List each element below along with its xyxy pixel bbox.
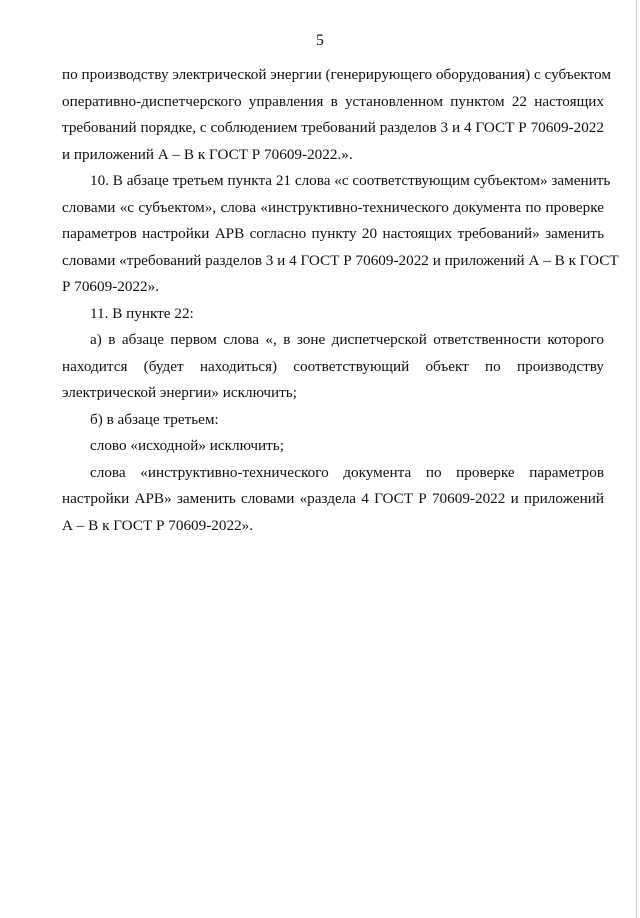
text-line: настройки АРВ» заменить словами «раздела 4 ГОСТ Р 70609-2022 и приложений bbox=[62, 490, 604, 507]
document-body bbox=[62, 62, 619, 539]
text-line: б) в абзаце третьем: bbox=[90, 410, 219, 428]
text-line: 11. В пункте 22: bbox=[90, 304, 194, 322]
text-line: А – В к ГОСТ Р 70609-2022». bbox=[62, 516, 254, 534]
text-line: слово «исходной» исключить; bbox=[90, 437, 284, 454]
text-line: словами «требований разделов 3 и 4 ГОСТ Р 70609-2022 и приложений А – В к ГОСТ bbox=[62, 251, 619, 269]
text-line: 10. В абзаце третьем пункта 21 слова «с соответствующим субъектом» заменить bbox=[90, 172, 611, 189]
text-line: параметров настройки АРВ согласно пункту 20 настоящих требований» заменить bbox=[62, 225, 604, 242]
page-number: 5 bbox=[316, 32, 324, 49]
text-line: слова «инструктивно-технического документа по проверке параметров bbox=[90, 463, 604, 481]
text-line: оперативно-диспетчерского управления в установленном пунктом 22 настоящих bbox=[62, 92, 604, 110]
text-line: требований порядке, с соблюдением требований разделов 3 и 4 ГОСТ Р 70609-2022 bbox=[62, 119, 604, 136]
text-line: находится (будет находиться) соответствующий объект по производству bbox=[62, 357, 604, 375]
text-line: по производству электрической энергии (генерирующего оборудования) с субъектом bbox=[62, 66, 611, 83]
text-line: электрической энергии» исключить; bbox=[62, 384, 297, 401]
text-line: а) в абзаце первом слова «, в зоне диспетчерской ответственности которого bbox=[90, 331, 604, 348]
text-line: Р 70609-2022». bbox=[62, 278, 160, 295]
page-edge-line bbox=[636, 0, 637, 918]
text-line: словами «с субъектом», слова «инструктивно-технического документа по проверке bbox=[62, 198, 604, 216]
text-line: и приложений А – В к ГОСТ Р 70609-2022.». bbox=[62, 145, 353, 163]
